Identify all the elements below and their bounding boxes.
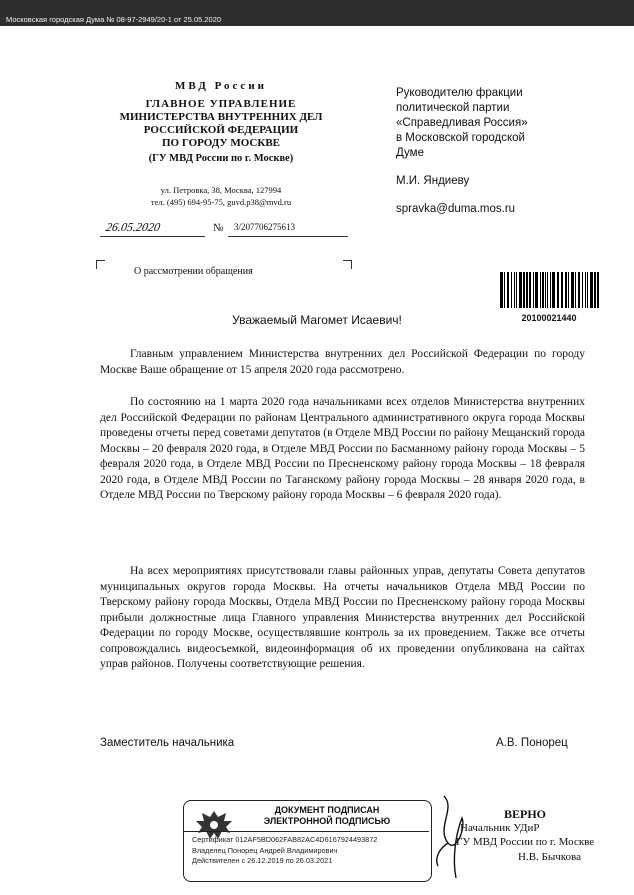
barcode-bar: [533, 272, 534, 308]
barcode-bar: [514, 272, 515, 308]
barcode-bar: [565, 272, 567, 308]
e-signature-valid: Действителен с 26.12.2019 по 26.03.2021: [192, 856, 333, 865]
sender-address: ул. Петровка, 38, Москва, 127994: [160, 185, 282, 195]
e-signature-owner: Владелец Понорец Андрей Владимирович: [192, 845, 338, 855]
document-number: 3/207706275613: [234, 222, 296, 232]
sender-line-4: ПО ГОРОДУ МОСКВЕ: [162, 137, 280, 149]
barcode-bar: [500, 272, 503, 308]
barcode-bar: [516, 272, 517, 308]
barcode-bar: [523, 272, 525, 308]
number-field: [228, 222, 348, 237]
sender-line-3: РОССИЙСКОЙ ФЕДЕРАЦИИ: [143, 124, 299, 136]
e-signature-divider: [184, 831, 429, 832]
registration-bar: [0, 0, 634, 26]
barcode-bar: [504, 272, 505, 308]
barcode-bar: [587, 272, 588, 308]
body-paragraph-3-text: На всех мероприятиях присутствовали главы районных управ, депутаты Совета депутатов муниципальных округов города Москвы. На отчеты начальников Отдела МВД России по Тверскому району города Москвы, Отдела МВД России по Пресненскому району города Москвы прибыли должностные лица Главного управления Министерства внутренних дел Российской Федерации по городу Москве, осуществлявшие контроль за их проведением. Также все отчеты сопровождались видеосъемкой, видеоинформация об их проведении опубликована на сайтах управ районов. Получены соответствующие решения.: [100, 565, 585, 670]
verification-mark: ВЕРНО: [504, 807, 547, 821]
recipient-line-4: в Московской городской: [396, 132, 525, 144]
recipient-name: М.И. Яндиеву: [396, 175, 470, 187]
recipient-email: spravka@duma.mos.ru: [396, 203, 516, 215]
barcode-bar: [590, 272, 593, 308]
barcode-bar: [535, 272, 538, 308]
subject-bracket-left: [96, 260, 105, 269]
barcode-bar: [526, 272, 528, 308]
barcode-bar: [568, 272, 569, 308]
recipient-line-1: Руководителю фракции: [396, 87, 523, 99]
recipient-line-5: Думе: [396, 147, 424, 159]
barcode-number: 20100021440: [521, 313, 577, 323]
signature-position: Заместитель начальника: [100, 737, 235, 749]
barcode-bars: [498, 272, 600, 308]
barcode-bar: [575, 272, 576, 308]
barcode-bar: [552, 272, 555, 308]
barcode-bar: [597, 272, 599, 308]
date-field: [100, 222, 205, 237]
barcode-bar: [540, 272, 541, 308]
e-signature-title-1: ДОКУМЕНТ ПОДПИСАН: [274, 805, 380, 815]
salutation: Уважаемый Магомет Исаевич!: [232, 313, 402, 327]
barcode-bar: [571, 272, 574, 308]
barcode-bar: [582, 272, 583, 308]
recipient-line-2: политической партии: [396, 102, 510, 114]
e-signature-stamp: [183, 800, 432, 882]
body-paragraph-3: [100, 564, 585, 673]
barcode-bar: [550, 272, 551, 308]
barcode-bar: [561, 272, 563, 308]
sender-line-5: (ГУ МВД России по г. Москве): [148, 153, 294, 164]
barcode-bar: [594, 272, 596, 308]
sender-line-1: ГЛАВНОЕ УПРАВЛЕНИЕ: [145, 98, 297, 110]
barcode-bar: [557, 272, 559, 308]
barcode-bar: [519, 272, 522, 308]
sender-org-short: МВД России: [174, 80, 267, 92]
barcode-bar: [507, 272, 509, 308]
body-paragraph-2: [100, 395, 585, 504]
subject-line: О рассмотрении обращения: [134, 266, 253, 277]
e-signature-certificate: Сертификат 012AF5BD062FAB82AC4D6167924493872: [192, 835, 378, 844]
subject-bracket-right: [343, 260, 352, 269]
registration-stamp-text: Московская городская Дума № 08-97-2949/20-1 от 25.05.2020: [6, 15, 222, 24]
verification-position-2: ГУ МВД России по г. Москве: [456, 836, 595, 848]
barcode-bar: [542, 272, 544, 308]
verification-name: Н.В. Бычкова: [518, 851, 581, 863]
number-sign: №: [213, 222, 224, 234]
barcode-bar: [547, 272, 548, 308]
sender-contacts: тел. (495) 694-95-75, guvd.p38@mvd.ru: [150, 197, 292, 207]
body-paragraph-1-text: Главным управлением Министерства внутренних дел Российской Федерации по городу Москве Ваше обращение от 15 апреля 2020 года рассмотрено.: [100, 348, 585, 376]
signature-name: А.В. Понорец: [496, 737, 568, 749]
barcode-bar: [511, 272, 512, 308]
body-paragraph-1: [100, 347, 585, 378]
handwritten-date: 26.05.2020: [104, 220, 162, 234]
barcode-bar: [545, 272, 546, 308]
e-signature-title-2: ЭЛЕКТРОННОЙ ПОДПИСЬЮ: [263, 816, 391, 826]
body-paragraph-2-text: По состоянию на 1 марта 2020 года начальниками всех отделов Министерства внутренних дел Российской Федерации по районам Центрального административного округа города Москвы проведены отчеты перед советами депутатов (в Отделе МВД России по району Мещанский города Москвы – 20 февраля 2020 года, в Отделе МВД России по Басманному району города Москвы – 5 февраля 2020 года, в Отделе МВД России по Пресненскому району города Москвы – 18 февраля 2020 года, в Отделе МВД России по Таганскому району города Москвы – 28 января 2020 года, в Отделе МВД России по Тверскому району города Москвы – 6 февраля 2020 года).: [100, 396, 585, 501]
recipient-line-3: «Справедливая Россия»: [396, 117, 528, 129]
sender-line-2: МИНИСТЕРСТВА ВНУТРЕННИХ ДЕЛ: [119, 111, 323, 123]
barcode-bar: [529, 272, 531, 308]
barcode-bar: [578, 272, 580, 308]
recipient-block: [396, 86, 606, 217]
verification-position-1: Начальник УДиР: [460, 822, 540, 834]
barcode-bar: [585, 272, 586, 308]
